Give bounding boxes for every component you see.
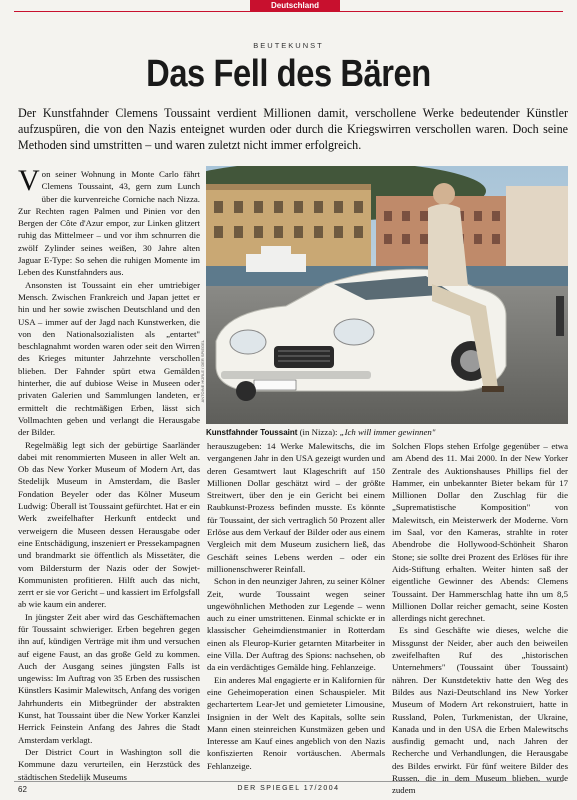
kicker: BEUTEKUNST bbox=[253, 41, 324, 50]
paragraph: Ein anderes Mal engagierte er in Kalifornien für eine Geheimoperation einen Schauspieler. Mit gechartertem Lear-Jet und gemieteter Limousine, Insignien in der Welt des Kapitals, sollte sein Mann einen steinreichen Kunstmäzen geben und Interesse am Kauf eines angeblich von den Nazis konfiszierten Renoir vortäuschen. Abermals Fehlanzeige. bbox=[207, 674, 385, 771]
section-tab: Deutschland bbox=[250, 0, 340, 11]
magazine-issue: DER SPIEGEL 17/2004 bbox=[237, 785, 340, 792]
body-column-3 bbox=[392, 440, 568, 797]
photo-illustration bbox=[206, 166, 568, 424]
paragraph: Es sind Geschäfte wie dieses, welche die Missgunst der Neider, aber auch den beiweilen zweifelhaften Ruf des „historischen Unternehmers" (Toussaint über Toussaint) nähren. Der Kunstdetektiv hatte den Weg des Bildes aus Nazi-Deutschland ins New Yorker Museum of Modern Art rekonstruiert, hatte in Russland, Polen, Turkmenistan, der Ukraine, Kanada und in den USA die Erben Malewitschs ausfindig gemacht und, nach Jahren der Recherche und Verhandlungen, die Herausgabe des Bildes erwirkt. Für fünf weitere Bilder des Russen, die in dem Museum blieben, wurde zudem bbox=[392, 625, 568, 796]
drop-cap: V bbox=[18, 164, 40, 197]
paragraph: herauszugeben: 14 Werke Malewitschs, die im vergangenen Jahr in den USA gezeigt wurden und deren Gesamtwert laut Klageschrift auf 150 Millionen Dollar geschätzt wird – der größte Streitwert, über den je ein Gericht bei einem Raubkunst-Prozess befinden musste. Es könnte für Toussaint, der sich vertraglich 50 Prozent aller Erlöse aus dem Verkauf der Bilder oder aus einem Vergleich mit dem Museum zusichern ließ, das Geschäft seines Lebens werden – oder ein millionenschwerer Reinfall. bbox=[207, 441, 385, 574]
caption-place: (in Nizza): bbox=[299, 427, 338, 437]
footer-rule bbox=[14, 781, 563, 782]
article-photo bbox=[206, 166, 568, 424]
headline: Das Fell des Bären bbox=[146, 53, 431, 95]
caption-name: Kunstfahnder Toussaint bbox=[206, 428, 298, 437]
body-column-1 bbox=[18, 164, 200, 783]
photo-credit: ANTOINE HÜRLE / DER SPIEGEL bbox=[200, 340, 205, 403]
body-column-2 bbox=[207, 440, 385, 772]
paragraph: Solchen Flops stehen Erfolge gegenüber – etwa am Abend des 11. Mai 2000. In der New Yorker Zentrale des Auktionshauses Phillips fiel der Hammer, ein unbekannter Bieter bekam für 17 Millionen Dollar den Zuschlag für die „Suprematistische Komposition" von Malewitsch, ein Meisterwerk der Moderne. Vorn im Saal, vor den Kameras, strahlte in roter Abendrobe die Hollywood-Schönheit Sharon Stone; sie sollte drei Prozent des Erlöses für ihre Aids-Stiftung erhalten. Weiter hinten saß der eigentliche Gewinner des Abends: Clemens Toussaint. Der Hammerschlag hatte ihn um 8,5 Millionen Dollar reicher gemacht, seine Kosten allerdings nicht gerechnet. bbox=[392, 441, 568, 624]
page-number: 62 bbox=[18, 785, 27, 794]
paragraph: Regelmäßig legt sich der gebürtige Saarländer dabei mit renommierten Museen in aller Welt an. Ob das New Yorker Museum of Modern Art, das Stedelijk Museum in Amsterdam, die Basler Fondation Beyeler oder das Kölner Museum Ludwig: Überall ist Toussaint gefürchtet. Hat er ein Werk zweifelhafter Herkunft entdeckt und verweigern die Museen dessen Herausgabe oder eine Entschädigung, inszeniert er Pressekampagnen und brandmarkt sie öffentlich als Missetäter, die vom Bildersturm der Nazis oder der Sowjet-Kommunisten profitieren. Hilft auch das nicht, zerrt er sie vor Gericht – und kassiert im Erfolgsfall ab wie kaum ein anderer. bbox=[18, 439, 200, 610]
caption-quote: „Ich will immer gewinnen" bbox=[339, 427, 436, 437]
paragraph: Schon in den neunziger Jahren, zu seiner Kölner Zeit, wurde Toussaint wegen seiner ungewöhnlichen Methoden zur Legende – wenn auch zu einer umstrittenen. Einmal schickte er in klassischer Geheimdienstmanier in Rotterdam einen als Fleurop-Kurier getarnten Mitarbeiter in eine Villa. Der Auftrag des Spions: nachsehen, ob da ein verdächtiges Gemälde hing. Fehlanzeige. bbox=[207, 576, 385, 673]
paragraph: Ansonsten ist Toussaint ein eher umtriebiger Mensch. Zwischen Frankreich und Japan jettet er hin und her sowie zwischen Deutschland und den USA – immer auf der Jagd nach Kunstwerken, die von den Nationalsozialisten als „entartet" beschlagnahmt worden waren oder seit den Wirren des Krieges mitunter Jahrzehnte verschollen blieben. Der Fahnder spürt etwa Gemälden hinterher, die auf dubiose Weise in Museen oder privaten Galerien und Sammlungen landeten, er ermittelt die rechtmäßigen Erben, lässt sich Vollmachten geben und verlangt die Herausgabe der Bilder. bbox=[18, 279, 200, 438]
photo-caption bbox=[206, 427, 571, 437]
top-rule bbox=[14, 11, 563, 12]
paragraph: Von seiner Wohnung in Monte Carlo fährt Clemens Toussaint, 43, gern zum Lunch über die kurvenreiche Corniche nach Nizza. Zur Rechten ragen Palmen und Pinien vor den Bergen der Côte d'Azur empor, zur Linken glitzert ruhig das Mittelmeer – und vor ihm schnurren die zwölf Zylinder seines weißen, 30 Jahre alten Jaguar E-Type: So sehen die ruhigen Momente im Leben des Kunstfahnders aus. bbox=[18, 164, 200, 278]
lead-paragraph: Der Kunstfahnder Clemens Toussaint verdient Millionen damit, verschollene Werke bedeutender Künstler aufzuspüren, die von den Nazis enteignet wurden oder durch die Kriegswirren verschollen waren. Doch seine Methoden sind umstritten – und waren zuletzt nicht immer erfolgreich. bbox=[18, 106, 568, 152]
paragraph: In jüngster Zeit aber wird das Geschäftemachen für Toussaint schwieriger. Erben begehren gegen ihn auf, kündigen Verträge mit ihm und versuchen auf eigene Faust, an das große Geld zu kommen. Auch der Ausgang seines jüngsten Falls ist ungewiss: Im Auftrag von 35 Erben des russischen Künstlers Kasimir Malewitsch, Anfang des vorigen Jahrhunderts ein Mitbegründer der abstrakten Kunst, hat Toussaint über die New Yorker Kanzlei Herrick Feinstein Anfang des Jahres die Stadt Amsterdam verklagt. bbox=[18, 611, 200, 745]
paragraph: Der District Court in Washington soll die Kommune dazu verurteilen, ein Herzstück des städtischen Stedelijk Museums bbox=[18, 746, 200, 782]
